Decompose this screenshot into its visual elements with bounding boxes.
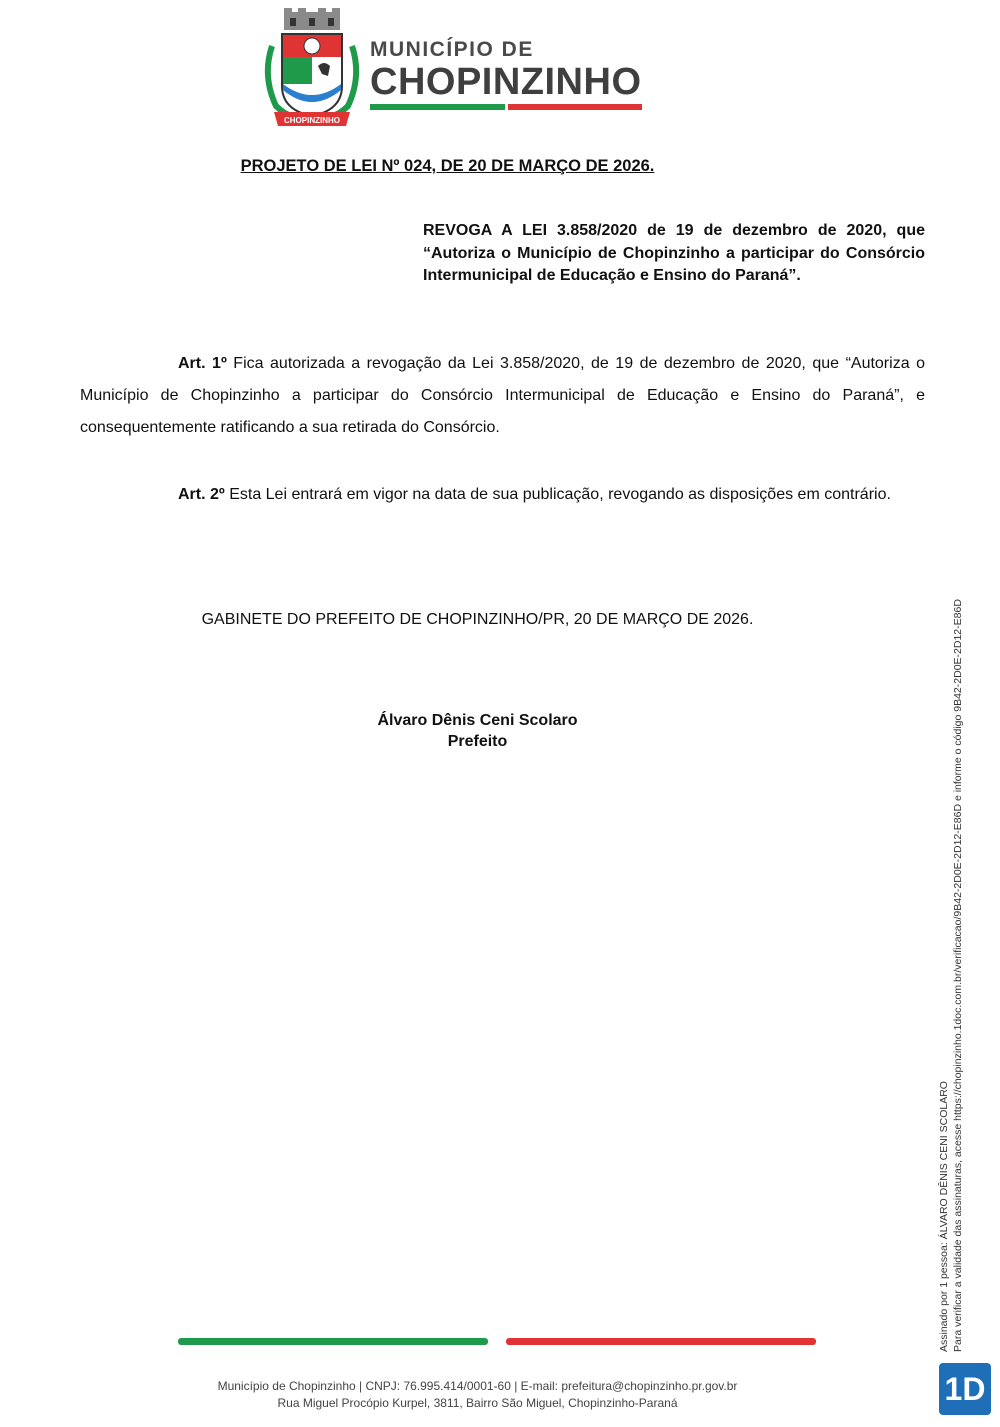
signature-verification-note	[937, 599, 965, 1352]
article-1-text: Fica autorizada a revogação da Lei 3.858/2020, de 19 de dezembro de 2020, que “Autoriza o Município de Chopinzinho a participar do Consórcio Intermunicipal de Educação e Ensino do Paraná”, e consequentemente ratificando a sua retirada do Consórcio.	[80, 355, 925, 436]
footer-line-1: Município de Chopinzinho | CNPJ: 76.995.414/0001-60 | E-mail: prefeitura@chopinzinho.pr.gov.br	[217, 1379, 738, 1393]
article-1-label: Art. 1º	[178, 355, 227, 372]
crest-ribbon-text: CHOPINZINHO	[284, 116, 340, 125]
logo-stripe	[370, 104, 642, 110]
gabinete-place-date: GABINETE DO PREFEITO DE CHOPINZINHO/PR, 20 DE MARÇO DE 2026.	[201, 611, 754, 628]
1doc-badge-icon: 1D	[939, 1363, 991, 1415]
signer-name: Álvaro Dênis Ceni Scolaro	[377, 712, 578, 729]
verification-line-2: Para verificar a validade das assinaturas, acesse https://chopinzinho.1doc.com.br/verificacao/9B42-2D0E-2D12-E86D e informe o código 9B42-2D0E-2D12-E86D	[952, 599, 964, 1352]
logo-line-2: CHOPINZINHO	[370, 61, 642, 103]
footer-stripe	[178, 1338, 816, 1345]
municipality-logo	[370, 38, 642, 110]
footer-line-2: Rua Miguel Procópio Kurpel, 3811, Bairro São Miguel, Chopinzinho-Paraná	[277, 1396, 678, 1410]
article-2-text: Esta Lei entrará em vigor na data de sua publicação, revogando as disposições em contrário.	[224, 486, 891, 503]
logo-line-1: MUNICÍPIO DE	[370, 38, 534, 61]
article-2	[80, 479, 925, 511]
signer-role: Prefeito	[447, 733, 508, 750]
article-2-label: Art. 2º	[178, 486, 225, 503]
article-1	[80, 348, 925, 444]
signature-block	[0, 710, 955, 752]
footer	[0, 1378, 955, 1412]
verification-line-1: Assinado por 1 pessoa: ÁLVARO DÊNIS CENI SCOLARO	[938, 1081, 950, 1352]
municipal-crest-icon	[262, 6, 362, 130]
law-summary: REVOGA A LEI 3.858/2020 de 19 de dezembro de 2020, que “Autoriza o Município de Chopinzinho a participar do Consórcio Intermunicipal de Educação e Ensino do Paraná”.	[423, 222, 925, 284]
document-title: PROJETO DE LEI Nº 024, DE 20 DE MARÇO DE 2026.	[240, 157, 655, 175]
